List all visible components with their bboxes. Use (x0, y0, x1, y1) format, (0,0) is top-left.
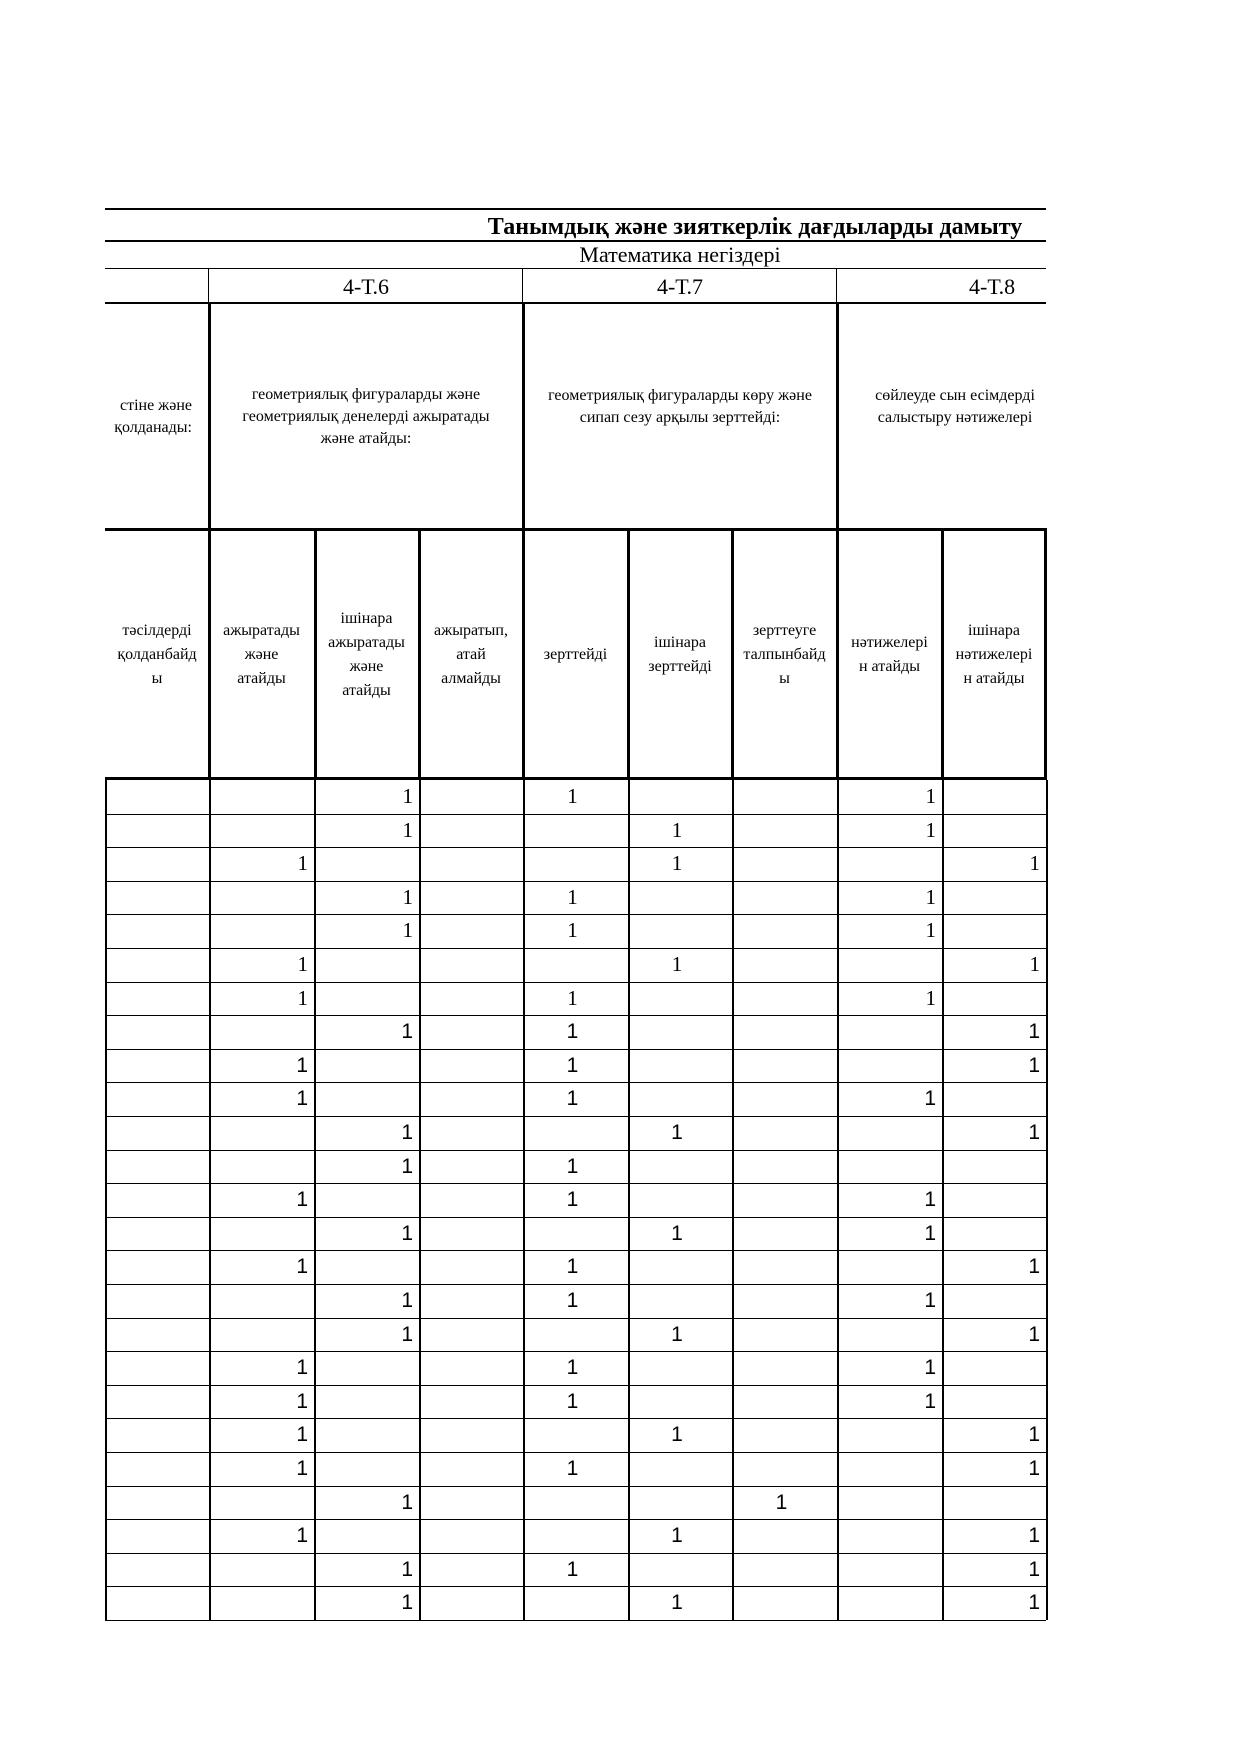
table-cell (105, 1049, 203, 1083)
table-cell: 1 (1028, 1121, 1040, 1144)
table-cell (314, 1519, 413, 1553)
table-cell (105, 1150, 203, 1184)
grid-line (836, 268, 837, 303)
table-cell: 1 (671, 1591, 683, 1615)
grid-line (105, 528, 1046, 531)
table-cell (209, 814, 308, 848)
table-cell (419, 1418, 517, 1452)
grid-line (105, 1015, 1046, 1016)
table-cell (105, 948, 203, 982)
table-cell (419, 914, 517, 948)
table-cell: 1 (296, 1389, 308, 1413)
table-cell (732, 948, 831, 982)
table-cell (732, 1553, 831, 1587)
table-cell: 1 (566, 1020, 579, 1044)
table-cell: 1 (1028, 1557, 1040, 1581)
table-cell (942, 814, 1040, 848)
table-cell: 1 (566, 1289, 579, 1312)
table-cell (732, 1385, 831, 1419)
table-cell (837, 847, 936, 881)
table-cell (732, 982, 831, 1016)
grid-line (105, 1519, 1046, 1520)
grid-line (627, 528, 630, 780)
criterion-t7: геометриялық фигураларды көру және сипап сезу арқылы зерттейді: (548, 386, 812, 426)
grid-line (105, 1586, 1046, 1587)
criterion-partial-prev: стіне және қолданады: (114, 396, 192, 436)
table-cell (732, 814, 831, 848)
subheader-col-0: тәсілдерді қолданбайд ы (117, 622, 197, 687)
table-cell: 1 (924, 1389, 936, 1413)
table-cell: 1 (566, 1557, 579, 1581)
table-cell (105, 1418, 203, 1452)
grid-line (208, 268, 209, 303)
table-cell (732, 1284, 831, 1318)
table-cell (209, 1486, 308, 1520)
table-cell (523, 1318, 622, 1352)
table-cell (209, 914, 308, 948)
grid-line (105, 1082, 1046, 1083)
table-cell (105, 780, 203, 814)
table-cell: 1 (296, 1188, 308, 1212)
grid-line (105, 1217, 1046, 1218)
grid-line (1046, 780, 1048, 1620)
table-cell (419, 1452, 517, 1486)
table-cell: 1 (924, 1356, 936, 1380)
table-cell: 1 (296, 1356, 308, 1380)
table-cell (628, 982, 726, 1016)
table-cell (628, 1183, 726, 1217)
table-cell (942, 914, 1040, 948)
grid-line (941, 528, 944, 780)
table-cell (837, 1586, 936, 1620)
table-cell (314, 982, 413, 1016)
table-cell (837, 1452, 936, 1486)
grid-line (105, 208, 1046, 210)
subject-title: Математика негіздері (579, 242, 781, 267)
table-cell: 1 (297, 985, 308, 1010)
grid-line (105, 847, 1046, 848)
table-cell: 1 (401, 1121, 413, 1144)
table-cell (732, 1519, 831, 1553)
table-cell: 1 (296, 1087, 308, 1111)
table-cell (419, 1250, 517, 1284)
table-cell (419, 948, 517, 982)
table-cell (419, 1351, 517, 1385)
table-cell (732, 1183, 831, 1217)
table-cell (942, 1351, 1040, 1385)
table-cell (419, 814, 517, 848)
table-cell (314, 948, 413, 982)
grid-line (522, 302, 525, 780)
table-cell (628, 780, 726, 814)
grid-line (209, 780, 211, 1620)
grid-line (105, 814, 1046, 815)
grid-line (105, 780, 107, 1620)
grid-line (836, 302, 839, 780)
criterion-t6: геометриялық фигураларды және геометриялық денелерді ажыратады және атайды: (242, 385, 490, 447)
grid-line (105, 1418, 1046, 1419)
table-cell: 1 (775, 1490, 788, 1514)
table-cell (628, 1553, 726, 1587)
table-cell: 1 (671, 1423, 683, 1447)
table-cell: 1 (402, 884, 413, 909)
table-cell: 1 (671, 1322, 683, 1346)
table-cell (628, 1250, 726, 1284)
table-cell: 1 (1028, 1322, 1040, 1346)
table-cell (105, 1486, 203, 1520)
table-cell (419, 1049, 517, 1083)
grid-line (105, 1183, 1046, 1184)
table-cell (105, 1116, 203, 1150)
grid-line (105, 1553, 1046, 1554)
table-cell (105, 1015, 203, 1049)
table-cell: 1 (1029, 952, 1040, 976)
table-cell: 1 (567, 918, 578, 943)
grid-line (105, 1116, 1046, 1117)
table-cell (732, 881, 831, 915)
subheader-col-7: нәтижелері н атайды (851, 634, 928, 675)
table-cell: 1 (671, 817, 683, 842)
table-cell (628, 1284, 726, 1318)
table-cell (837, 1553, 936, 1587)
table-cell: 1 (296, 1053, 308, 1077)
grid-line (732, 780, 734, 1620)
table-cell (732, 1082, 831, 1116)
table-cell (732, 1015, 831, 1049)
subheader-col-3: ажыратып, атай алмайды (434, 622, 508, 687)
table-cell: 1 (924, 1289, 936, 1312)
table-cell (628, 1486, 726, 1520)
grid-line (105, 982, 1046, 983)
grid-line (419, 780, 421, 1620)
grid-line (105, 1284, 1046, 1285)
table-cell (105, 1351, 203, 1385)
table-cell: 1 (401, 1322, 413, 1346)
table-cell (523, 814, 622, 848)
grid-line (628, 780, 630, 1620)
table-cell (732, 780, 831, 814)
table-cell: 1 (925, 918, 936, 943)
table-cell: 1 (1028, 1524, 1040, 1548)
table-cell: 1 (401, 1591, 413, 1615)
table-cell: 1 (401, 1154, 413, 1178)
table-cell (628, 1082, 726, 1116)
table-cell (419, 847, 517, 881)
criterion-t8: сөйлеуде сын есімдерді салыстыру нәтижелері (875, 386, 1035, 426)
grid-line (105, 881, 1046, 882)
table-cell (419, 1385, 517, 1419)
table-cell (628, 1049, 726, 1083)
table-cell: 1 (1028, 1255, 1040, 1279)
table-cell: 1 (401, 1221, 413, 1245)
grid-line (105, 302, 1046, 304)
table-cell: 1 (566, 1356, 579, 1380)
table-cell (628, 914, 726, 948)
table-cell: 1 (297, 851, 308, 876)
table-cell: 1 (671, 1121, 683, 1144)
table-cell (105, 1284, 203, 1318)
table-cell (105, 1183, 203, 1217)
table-cell: 1 (1028, 1591, 1040, 1615)
table-cell (523, 1519, 622, 1553)
table-cell (314, 1385, 413, 1419)
table-cell (419, 1284, 517, 1318)
table-cell (209, 1318, 308, 1352)
table-cell: 1 (925, 884, 936, 909)
table-cell (628, 1452, 726, 1486)
grid-line (105, 240, 1046, 242)
grid-line (314, 780, 316, 1620)
grid-line (105, 1150, 1046, 1151)
table-cell: 1 (296, 1457, 308, 1480)
table-cell (628, 881, 726, 915)
table-cell (105, 1586, 203, 1620)
table-cell (628, 1015, 726, 1049)
table-cell (419, 1318, 517, 1352)
table-cell (628, 1385, 726, 1419)
table-cell (209, 1116, 308, 1150)
table-cell: 1 (924, 1087, 936, 1111)
grid-line (105, 1351, 1046, 1352)
table-cell (105, 1082, 203, 1116)
grid-line (942, 780, 944, 1620)
grid-line (105, 1049, 1046, 1050)
table-cell: 1 (1029, 851, 1040, 876)
table-cell (837, 1318, 936, 1352)
table-cell (314, 1418, 413, 1452)
table-cell (523, 948, 622, 982)
table-cell (209, 780, 308, 814)
grid-line (105, 1250, 1046, 1251)
table-cell: 1 (297, 952, 308, 976)
table-cell: 1 (925, 817, 936, 842)
table-cell: 1 (925, 784, 936, 808)
grid-line (418, 528, 421, 780)
table-cell (419, 1150, 517, 1184)
table-cell (105, 1217, 203, 1251)
table-cell (419, 982, 517, 1016)
table-cell: 1 (671, 1524, 683, 1548)
subheader-col-4: зерттейді (543, 646, 608, 663)
table-cell: 1 (401, 1289, 413, 1312)
table-cell (419, 1015, 517, 1049)
table-cell: 1 (1028, 1020, 1040, 1044)
table-cell: 1 (566, 1154, 579, 1178)
table-cell (419, 1217, 517, 1251)
table-cell (732, 1116, 831, 1150)
table-cell (732, 1250, 831, 1284)
table-cell (837, 1418, 936, 1452)
table-cell (942, 982, 1040, 1016)
table-cell: 1 (401, 1020, 413, 1044)
table-cell (732, 1217, 831, 1251)
table-cell (523, 1486, 622, 1520)
table-cell: 1 (567, 784, 578, 808)
table-cell (419, 780, 517, 814)
table-cell (419, 1082, 517, 1116)
table-cell (105, 914, 203, 948)
table-cell (837, 1486, 936, 1520)
code-4-t8: 4-Т.8 (969, 274, 1016, 299)
table-cell (209, 1586, 308, 1620)
table-cell (523, 1116, 622, 1150)
subheader-col-6: зерттеуге талпынбайд ы (743, 622, 826, 687)
table-cell (105, 1385, 203, 1419)
table-cell (942, 780, 1040, 814)
table-cell: 1 (1028, 1423, 1040, 1447)
table-cell: 1 (566, 1087, 579, 1111)
table-cell (105, 1519, 203, 1553)
table-cell: 1 (671, 952, 683, 976)
table-cell (942, 881, 1040, 915)
grid-line (208, 302, 211, 780)
table-cell (419, 1183, 517, 1217)
grid-line (105, 1486, 1046, 1487)
table-cell: 1 (671, 851, 683, 876)
grid-line (314, 528, 317, 780)
table-cell (105, 1318, 203, 1352)
table-cell (314, 1082, 413, 1116)
table-cell: 1 (296, 1255, 308, 1279)
table-cell (105, 814, 203, 848)
table-cell (732, 914, 831, 948)
table-cell (732, 1418, 831, 1452)
table-cell (523, 1418, 622, 1452)
grid-line (105, 1385, 1046, 1386)
table-cell (419, 1553, 517, 1587)
table-cell: 1 (296, 1524, 308, 1548)
table-cell: 1 (924, 1221, 936, 1245)
grid-line (105, 1620, 1046, 1621)
grid-line (1044, 528, 1047, 780)
table-cell (105, 1250, 203, 1284)
table-cell: 1 (402, 817, 413, 842)
table-cell (942, 1385, 1040, 1419)
subheader-col-8: ішінара нәтижелері н атайды (955, 622, 1033, 687)
table-cell (314, 1183, 413, 1217)
table-cell (628, 1150, 726, 1184)
table-cell (732, 1318, 831, 1352)
table-cell (628, 1351, 726, 1385)
table-cell (209, 1284, 308, 1318)
table-cell: 1 (402, 918, 413, 943)
table-cell: 1 (566, 1053, 579, 1077)
table-cell (837, 948, 936, 982)
code-4-t7: 4-Т.7 (656, 274, 704, 299)
table-cell: 1 (567, 884, 578, 909)
table-cell: 1 (1028, 1053, 1040, 1077)
table-cell (419, 1519, 517, 1553)
table-cell (314, 847, 413, 881)
grid-line (522, 268, 523, 303)
subheader-col-1: ажыратады және атайды (223, 622, 300, 687)
table-cell (837, 1015, 936, 1049)
table-cell (209, 1217, 308, 1251)
table-cell (314, 1452, 413, 1486)
grid-line (105, 914, 1046, 915)
table-cell (732, 1452, 831, 1486)
grid-line (837, 780, 839, 1620)
table-cell (732, 1150, 831, 1184)
table-cell: 1 (401, 1557, 413, 1581)
table-cell: 1 (566, 1255, 579, 1279)
table-cell (209, 1015, 308, 1049)
table-cell (942, 1150, 1040, 1184)
table-cell (105, 881, 203, 915)
table-cell (732, 847, 831, 881)
table-cell (105, 1553, 203, 1587)
table-cell (837, 1116, 936, 1150)
table-cell (314, 1250, 413, 1284)
table-cell: 1 (402, 784, 413, 808)
table-cell (837, 1049, 936, 1083)
table-cell: 1 (566, 1188, 579, 1212)
grid-line (731, 528, 734, 780)
table-cell: 1 (296, 1423, 308, 1447)
table-cell (209, 1150, 308, 1184)
table-cell (942, 1082, 1040, 1116)
table-cell: 1 (924, 1188, 936, 1212)
grid-line (105, 1452, 1046, 1453)
table-cell (837, 1519, 936, 1553)
table-cell (419, 1116, 517, 1150)
table-cell: 1 (567, 985, 578, 1010)
table-cell (419, 1586, 517, 1620)
table-cell (523, 1217, 622, 1251)
table-cell (419, 1486, 517, 1520)
table-cell (732, 1586, 831, 1620)
grid-line (105, 777, 1046, 780)
grid-line (105, 268, 1046, 269)
table-cell (523, 1586, 622, 1620)
code-4-t6: 4-Т.6 (342, 274, 390, 299)
table-cell: 1 (401, 1490, 413, 1514)
table-cell (314, 1049, 413, 1083)
table-cell (732, 1049, 831, 1083)
table-cell (837, 1250, 936, 1284)
table-cell (105, 847, 203, 881)
table-cell (837, 1150, 936, 1184)
table-cell (419, 881, 517, 915)
table-cell (105, 982, 203, 1016)
subheader-col-2: ішінара ажыратады және атайды (328, 610, 405, 699)
table-cell: 1 (671, 1221, 683, 1245)
table-cell: 1 (925, 985, 936, 1010)
table-cell (209, 881, 308, 915)
table-cell (523, 847, 622, 881)
table-cell (942, 1183, 1040, 1217)
grid-line (105, 1318, 1046, 1319)
table-cell (209, 1553, 308, 1587)
table-cell (942, 1486, 1040, 1520)
table-cell: 1 (566, 1457, 579, 1480)
grid-line (105, 948, 1046, 949)
table-cell: 1 (1028, 1457, 1040, 1480)
table-cell (314, 1351, 413, 1385)
subheader-col-5: ішінара зерттейді (648, 634, 712, 675)
grid-line (523, 780, 525, 1620)
table-cell (942, 1217, 1040, 1251)
section-title: Танымдық және зияткерлік дағдыларды дамыту (487, 214, 1023, 240)
table-cell (942, 1284, 1040, 1318)
table-cell (105, 1452, 203, 1486)
table-cell (732, 1351, 831, 1385)
table-cell: 1 (566, 1389, 579, 1413)
